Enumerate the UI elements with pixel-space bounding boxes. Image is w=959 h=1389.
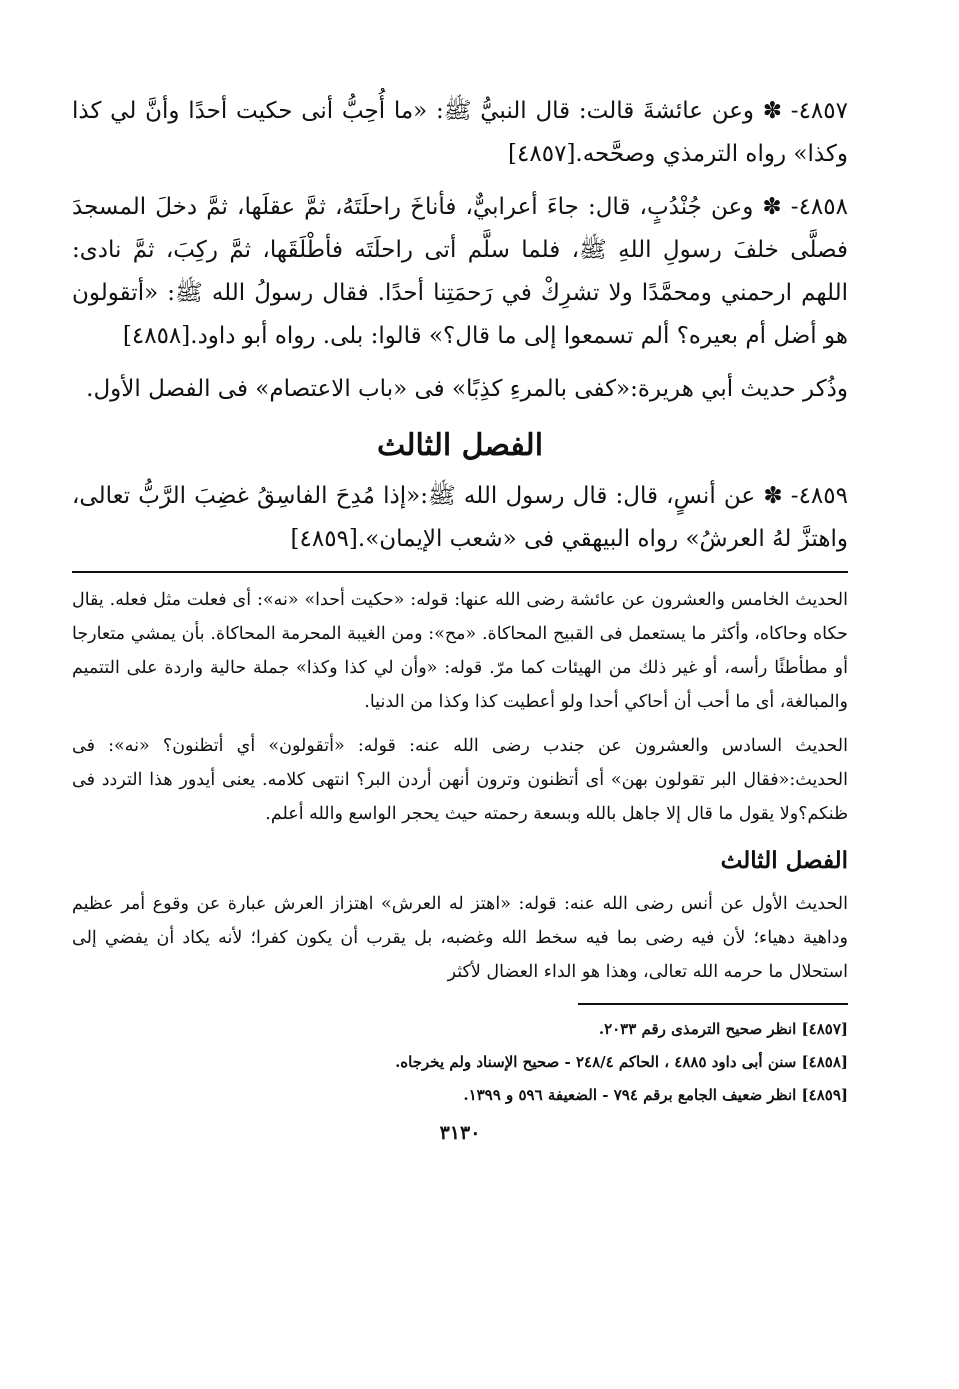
commentary-para-2: الحديث السادس والعشرون عن جندب رضى الله عنه: قوله: «أتقولون» أي أتظنون؟ «نه»: فى الحديث:«فقال البر تقولون بهن» أى أتظنون وترون أنهن أردن البر؟ انتهى كلامه. يعنى أيدور هذا التردد فى ظنكم؟ولا يقول ما قال إلا جاهل بالله وبسعة رحمته حيث يحجر الواسع والله أعلم. <box>72 736 848 824</box>
commentary-section-title: الفصل الثالث <box>720 847 848 874</box>
hadith-4857: ٤٨٥٧- ✽ وعن عائشةَ قالت: قال النبيُّ ﷺ: «ما أُحِبُّ أنى حكيت أحدًا وأنَّ لي كذا وكذا» رواه الترمذي وصحَّحه.[٤٨٥٧] <box>72 98 848 167</box>
footnote-4857: [٤٨٥٧] انظر صحيح الترمذى رقم ٢٠٣٣. <box>598 1020 848 1038</box>
commentary-para-1: الحديث الخامس والعشرون عن عائشة رضى الله عنها: قوله: «حكيت أحدا» «نه»: أى فعلت مثل فعله. يقال حكاه وحاكاه، وأكثر ما يستعمل فى القبيح المحاكاة. «مح»: ومن الغيبة المحرمة المحاكاة. بأن يمشي متعارجا أو مطأطئًا رأسه، أو غير ذلك من الهيئات كما مرّ. قوله: «وأن لي كذا وكذا» جملة حالية واردة على التتميم والمبالغة، أى ما أحب أن أحاكي أحدا ولو أعطيت كذا وكذا من الدنيا. <box>72 590 848 712</box>
footnotes-block <box>72 1013 848 1112</box>
footnote-divider <box>578 1003 848 1005</box>
mention-note: وذُكر حديث أبي هريرة:«كفى بالمرءِ كذِبًا» فى «باب الاعتصام» فى الفصل الأول. <box>86 376 848 402</box>
hadith-4859: ٤٨٥٩- ✽ عن أنسٍ، قال: قال رسول الله ﷺ:«إذا مُدِحَ الفاسِقُ غضِبَ الرَّبُّ تعالى، واهتزَّ لهُ العرشُ» رواه البيهقي فى «شعب الإيمان».[٤٨٥٩] <box>72 483 848 552</box>
section-title: الفصل الثالث <box>376 428 544 463</box>
book-page <box>72 90 848 1148</box>
footnote-4859: [٤٨٥٩] انظر ضعيف الجامع برقم ٧٩٤ - الضعيفة ٥٩٦ و ١٣٩٩. <box>463 1086 848 1104</box>
page-number: ٣١٣٠ <box>439 1122 481 1144</box>
commentary-para-3: الحديث الأول عن أنس رضى الله عنه: قوله: «اهتز له العرش» اهتزاز العرش عبارة عن وقوع أمر عظيم وداهية دهياء؛ لأن فيه رضى بما فيه سخط الله وغضبه، بل يقرب أن يكون كفرا؛ لأنه يكاد أن يفضي إلى استحلال ما حرمه الله تعالى، وهذا هو الداء العضال لأكثر <box>72 894 848 982</box>
commentary-block <box>72 583 848 989</box>
commentary-divider <box>72 571 848 573</box>
hadith-4858: ٤٨٥٨- ✽ وعن جُنْدُبٍ، قال: جاءَ أعرابيٌّ، فأناخَ راحلَتَهُ، ثمَّ عقلَها، ثمَّ دخلَ المسجدَ فصلَّى خلفَ رسولِ اللهِ ﷺ، فلما سلَّم أتى راحلَتَه فأطْلَقَها، ثمَّ ركِبَ، ثمَّ نادى: اللهم ارحمني ومحمَّدًا ولا تشرِكْ في رَحمَتِنا أحدًا. فقال رسولُ الله ﷺ: «أتقولون هو أضل أم بعيره؟ ألم تسمعوا إلى ما قال؟» قالوا: بلى. رواه أبو داود.[٤٨٥٨] <box>72 194 848 349</box>
hadith-text-block <box>72 90 848 561</box>
footnote-4858: [٤٨٥٨] سنن أبى داود ٤٨٨٥ ، الحاكم ٢٤٨/٤ - صحيح الإسناد ولم يخرجاه. <box>395 1053 848 1071</box>
